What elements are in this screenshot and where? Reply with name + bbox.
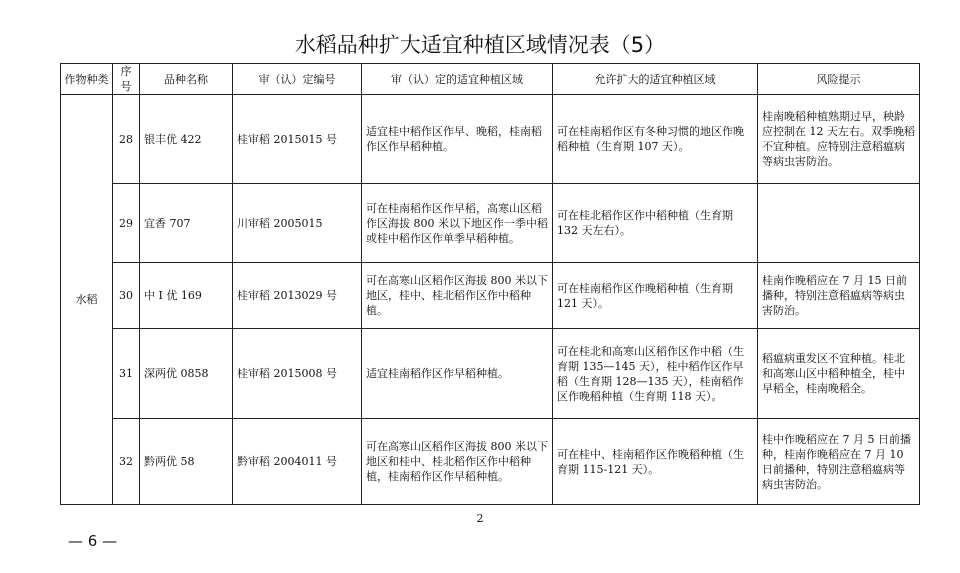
seq-cell: 30 — [113, 263, 140, 329]
variety-table — [60, 63, 920, 505]
header-crop: 作物种类 — [61, 64, 113, 95]
table-row — [61, 419, 920, 505]
table-row — [61, 263, 920, 329]
name-cell: 黔两优 58 — [140, 419, 233, 505]
header-risk: 风险提示 — [758, 64, 920, 95]
seq-cell: 28 — [113, 95, 140, 184]
area-cell: 适宜桂南稻作区作早稻种植。 — [362, 329, 553, 419]
name-cell: 深两优 0858 — [140, 329, 233, 419]
header-seq: 序号 — [113, 64, 140, 95]
table-row — [61, 184, 920, 263]
table-row — [61, 95, 920, 184]
code-cell: 川审稻 2005015 — [233, 184, 362, 263]
header-name: 品种名称 — [140, 64, 233, 95]
code-cell: 桂审稻 2013029 号 — [233, 263, 362, 329]
crop-type-cell: 水稻 — [61, 95, 113, 505]
name-cell: 宜香 707 — [140, 184, 233, 263]
seq-cell: 31 — [113, 329, 140, 419]
header-expand: 允许扩大的适宜种植区域 — [553, 64, 758, 95]
risk-cell — [758, 184, 920, 263]
code-cell: 桂审稻 2015015 号 — [233, 95, 362, 184]
expand-cell: 可在桂南稻作区有冬种习惯的地区作晚稻种植（生育期 107 天）。 — [553, 95, 758, 184]
risk-cell: 桂南晚稻种植熟期过早，秧龄应控制在 12 天左右。双季晚稻不宜种植。应特别注意稻瘟病等病虫害防治。 — [758, 95, 920, 184]
seq-cell: 32 — [113, 419, 140, 505]
expand-cell: 可在桂南稻作区作晚稻种植（生育期 121 天）。 — [553, 263, 758, 329]
expand-cell: 可在桂北和高寒山区稻作区作中稻（生育期 135—145 天），桂中稻作区作早稻（生育期 128—135 天），桂南稻作区作晚稻种植（生育期 118 天）。 — [553, 329, 758, 419]
area-cell: 可在高寒山区稻作区海拔 800 米以下地区和桂中、桂北稻作区作中稻种植，桂南稻作区作早稻种植。 — [362, 419, 553, 505]
risk-cell: 桂南作晚稻应在 7 月 15 日前播种，特别注意稻瘟病等病虫害防治。 — [758, 263, 920, 329]
area-cell: 可在桂南稻作区作早稻，高寒山区稻作区海拔 800 米以下地区作一季中稻或桂中稻作区作单季早稻种植。 — [362, 184, 553, 263]
expand-cell: 可在桂中、桂南稻作区作晚稻种植（生育期 115-121 天）。 — [553, 419, 758, 505]
risk-cell: 桂中作晚稻应在 7 月 5 日前播种，桂南作晚稻应在 7 月 10 日前播种，特别注意稻瘟病等病虫害防治。 — [758, 419, 920, 505]
risk-cell: 稻瘟病重发区不宜种植。桂北和高寒山区中稻种植全，桂中早稻全，桂南晚稻全。 — [758, 329, 920, 419]
page-title: 水稻品种扩大适宜种植区域情况表（5） — [294, 33, 666, 57]
seq-cell: 29 — [113, 184, 140, 263]
expand-cell: 可在桂北稻作区作中稻种植（生育期 132 天左右）。 — [553, 184, 758, 263]
table-header-row — [61, 64, 920, 95]
code-cell: 黔审稻 2004011 号 — [233, 419, 362, 505]
header-area: 审（认）定的适宜种植区域 — [362, 64, 553, 95]
name-cell: 银丰优 422 — [140, 95, 233, 184]
code-cell: 桂审稻 2015008 号 — [233, 329, 362, 419]
page-footer: — 6 — — [68, 532, 118, 550]
table-row — [61, 329, 920, 419]
header-code: 审（认）定编号 — [233, 64, 362, 95]
inner-page-number: 2 — [476, 512, 484, 525]
area-cell: 适宜桂中稻作区作早、晚稻，桂南稻作区作早稻种植。 — [362, 95, 553, 184]
name-cell: 中 I 优 169 — [140, 263, 233, 329]
area-cell: 可在高寒山区稻作区海拔 800 米以下地区，桂中、桂北稻作区作中稻种植。 — [362, 263, 553, 329]
